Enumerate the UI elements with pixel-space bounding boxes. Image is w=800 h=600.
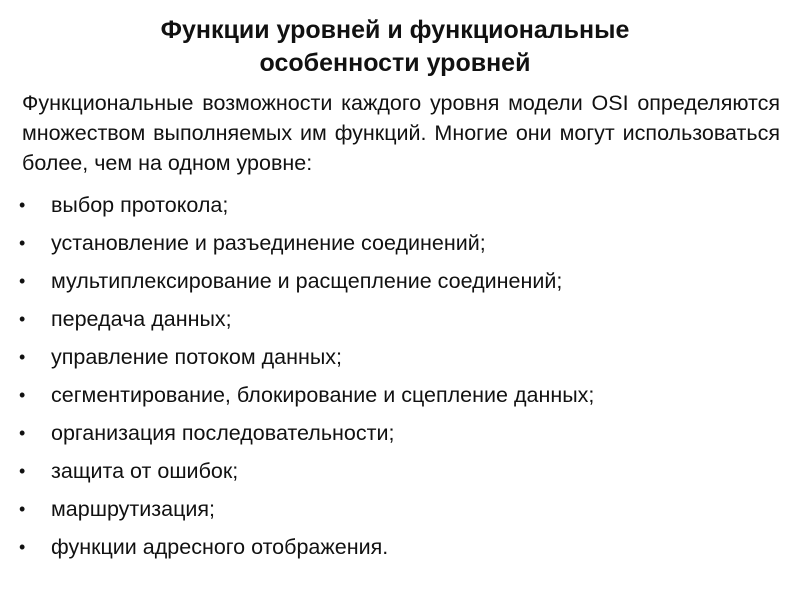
list-item (0, 338, 800, 376)
list-item-text: организация последовательности; (51, 421, 395, 445)
list-item (0, 262, 800, 300)
slide-title (0, 14, 790, 80)
list-item-text: установление и разъединение соединений; (51, 231, 486, 255)
slide-title-line-2: особенности уровней (259, 49, 531, 77)
bullet-icon: • (19, 233, 26, 253)
list-item-text: передача данных; (51, 307, 232, 331)
slide-title-line-1: Функции уровней и функциональные (160, 16, 630, 44)
list-item (0, 490, 800, 528)
bullet-icon: • (19, 309, 26, 329)
bullet-icon: • (19, 423, 26, 443)
list-item-text: выбор протокола; (51, 193, 229, 217)
bullet-icon: • (19, 385, 26, 405)
functions-list (0, 186, 800, 566)
list-item-text: функции адресного отображения. (51, 535, 389, 559)
list-item (0, 414, 800, 452)
list-item-text: мультиплексирование и расщепление соединений; (51, 269, 563, 293)
list-item-text: защита от ошибок; (51, 459, 239, 483)
list-item (0, 376, 800, 414)
list-item-text: сегментирование, блокирование и сцепление данных; (51, 383, 595, 407)
bullet-icon: • (19, 499, 26, 519)
bullet-icon: • (19, 347, 26, 367)
bullet-icon: • (19, 537, 26, 557)
list-item-text: маршрутизация; (51, 497, 216, 521)
list-item (0, 300, 800, 338)
list-item (0, 452, 800, 490)
bullet-icon: • (19, 461, 26, 481)
intro-paragraph: Функциональные возможности каждого уровня модели OSI определяются множеством выполняемых им функций. Многие они могут использоваться более, чем на одном уровне: (22, 91, 780, 175)
list-item-text: управление потоком данных; (51, 345, 343, 369)
bullet-icon: • (19, 271, 26, 291)
list-item (0, 528, 800, 566)
list-item (0, 224, 800, 262)
bullet-icon: • (19, 195, 26, 215)
list-item (0, 186, 800, 224)
